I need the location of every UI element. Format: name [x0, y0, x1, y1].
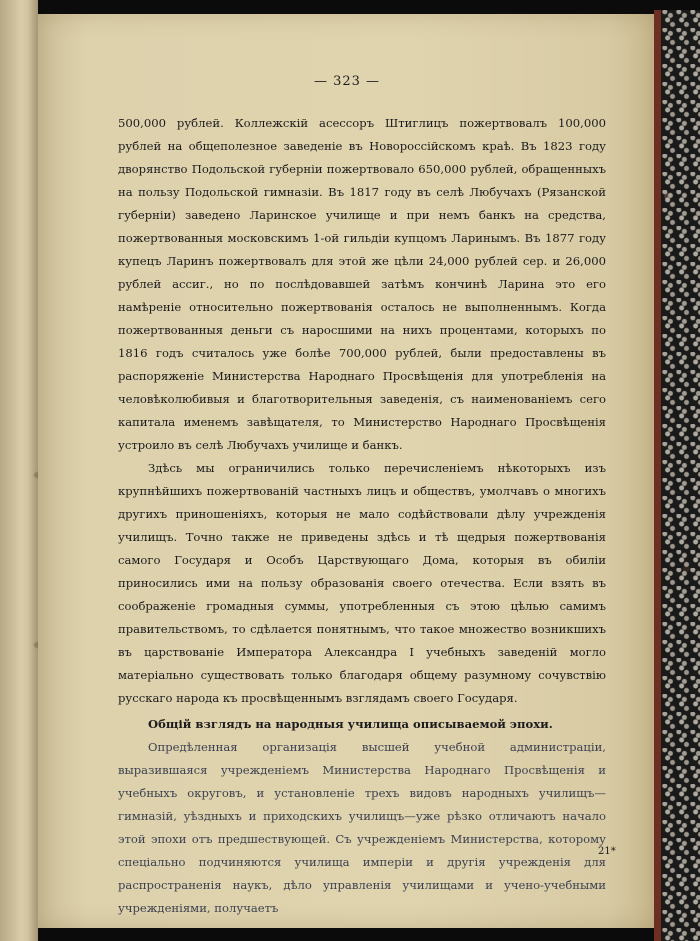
book-cover-edge [654, 10, 700, 941]
paragraph-summary: Здѣсь мы ограничились только перечисленіемъ нѣкоторыхъ изъ крупнѣйшихъ пожертвованій частныхъ лицъ и обществъ, умолчавъ о многихъ другихъ приношеніяхъ, которыя не мало содѣйствовали дѣлу учрежденія училищъ. Точно также не приведены здѣсь и тѣ щедрыя пожертвованія самого Государя и Особъ Царствующаго Дома, которыя въ обиліи приносились ими на пользу образованія своего отечества. Если взять въ соображеніе громадныя суммы, употребленныя съ этою цѣлью самимъ правительствомъ, то сдѣлается понятнымъ, что такое множество возникшихъ въ царствованіе Императора Александра I учебныхъ заведеній могло матеріально существовать только благодаря общему разумному сочувствію русскаго народа къ просвѣщеннымъ взглядамъ своего Государя. [118, 461, 606, 705]
page-number: — 323 — [313, 74, 381, 89]
paragraph-donations: 500,000 рублей. Коллежскій асессоръ Штиглицъ пожертвовалъ 100,000 рублей на общеполезное заведеніе въ Новороссійскомъ краѣ. Въ 1823 году дворянство Подольской губерніи пожертвовало 650,000 рублей, обращенныхъ на пользу Подольской гимназіи. Въ 1817 году въ селѣ Любучахъ (Рязанской губерніи) заведено Ларинское училище и при немъ банкъ на средства, пожертвованныя московскимъ 1-ой гильдіи купцомъ Ларинымъ. Въ 1877 году купецъ Ларинъ пожертвовалъ для этой же цѣли 24,000 рублей сер. и 26,000 рублей ассиг., но по послѣдовавшей затѣмъ кончинѣ Ларина это его намѣреніе относительно пожертвованія осталось не выполненнымъ. Когда пожертвованныя деньги съ наросшими на нихъ процентами, которыхъ по 1816 годъ считалось уже болѣе 700,000 рублей, были предоставлены въ распоряженіе Министерства Народнаго Просвѣщенія для употребленія на человѣколюбивыя и благотворительныя заведенія, съ наименованіемъ сего капитала именемъ завѣщателя, то Министерство Народнаго Просвѣщенія устроило въ селѣ Любучахъ училище и банкъ. [118, 116, 606, 452]
signature-mark: 21* [598, 846, 616, 857]
page-text [118, 112, 606, 920]
book-page [38, 14, 656, 928]
section-heading: Общій взглядъ на народныя училища описываемой эпохи. [148, 717, 553, 731]
paragraph-overview: Опредѣленная организація высшей учебной администраціи, выразившаяся учрежденіемъ Министерства Народнаго Просвѣщенія и учебныхъ округовъ, и установленіе трехъ видовъ народныхъ училищъ—гимназій, уѣздныхъ и приходскихъ училищъ—уже рѣзко отличаютъ начало этой эпохи отъ предшествующей. Съ учрежденіемъ Министерства, которому спеціально подчиняются училища имперіи и другія учрежденія для распространенія наукъ, дѣло управленія училищами и учено-учебными учрежденіями, получаетъ [118, 740, 606, 915]
